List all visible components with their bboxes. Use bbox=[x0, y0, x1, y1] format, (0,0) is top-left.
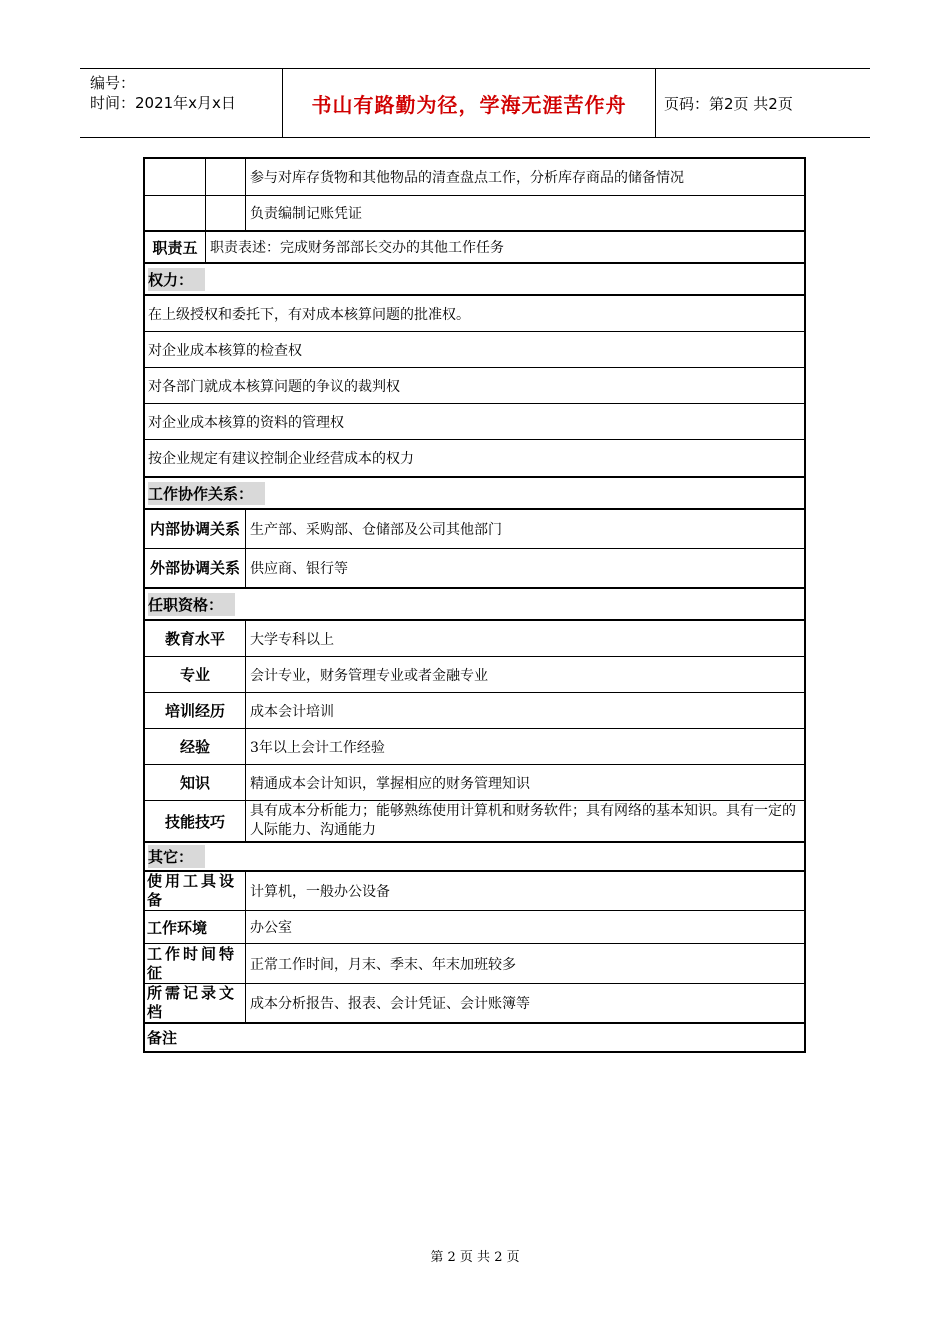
qualification-value: 3年以上会计工作经验 bbox=[250, 739, 385, 756]
other-section-header bbox=[145, 843, 804, 872]
page-header bbox=[80, 68, 870, 138]
duty-task-row bbox=[145, 196, 804, 232]
authority-text: 对企业成本核算的资料的管理权 bbox=[148, 414, 344, 431]
cooperation-title: 工作协作关系： bbox=[148, 482, 265, 505]
duty-task-text: 负责编制记账凭证 bbox=[250, 206, 362, 222]
qualification-title: 任职资格： bbox=[148, 593, 235, 616]
other-row bbox=[145, 984, 804, 1024]
header-page-number: 页码：第2页 共2页 bbox=[664, 94, 793, 113]
duty-task-text: 参与对库存货物和其他物品的清查盘点工作，分析库存商品的储备情况 bbox=[250, 170, 684, 186]
qualification-row bbox=[145, 621, 804, 657]
cooperation-value: 生产部、采购部、仓储部及公司其他部门 bbox=[250, 522, 502, 538]
cooperation-section-header bbox=[145, 478, 804, 510]
other-label: 所需记录文档 bbox=[145, 984, 246, 1022]
qualification-row bbox=[145, 657, 804, 693]
authority-text: 对企业成本核算的检查权 bbox=[148, 342, 302, 359]
other-row bbox=[145, 944, 804, 984]
other-label: 使用工具设备 bbox=[145, 872, 246, 910]
qualification-value: 会计专业，财务管理专业或者金融专业 bbox=[250, 667, 488, 684]
document-time-label: 时间：2021年x月x日 bbox=[90, 94, 236, 112]
qualification-label: 技能技巧 bbox=[145, 801, 246, 841]
other-row bbox=[145, 872, 804, 911]
remarks-row bbox=[145, 1024, 804, 1051]
other-label: 工作时间特征 bbox=[145, 944, 246, 983]
qualification-row bbox=[145, 765, 804, 801]
duty-label-cell bbox=[145, 196, 206, 230]
authority-title: 权力： bbox=[148, 268, 205, 291]
remarks-label: 备注 bbox=[147, 1029, 178, 1047]
job-description-table bbox=[143, 157, 806, 1053]
other-value: 办公室 bbox=[250, 920, 292, 936]
qualification-value: 大学专科以上 bbox=[250, 631, 334, 648]
duty-five-text: 职责表述：完成财务部部长交办的其他工作任务 bbox=[210, 240, 504, 256]
authority-text: 在上级授权和委托下，有对成本核算问题的批准权。 bbox=[148, 306, 470, 323]
cooperation-label: 外部协调关系 bbox=[145, 549, 246, 587]
page-footer: 第 2 页 共 2 页 bbox=[430, 1250, 520, 1265]
qualification-label: 培训经历 bbox=[145, 693, 246, 728]
authority-item bbox=[145, 332, 804, 368]
other-value: 成本分析报告、报表、会计凭证、会计账簿等 bbox=[250, 996, 530, 1012]
duty-sub-cell bbox=[206, 196, 246, 230]
duty-five-label: 职责五 bbox=[145, 232, 206, 262]
header-divider bbox=[655, 69, 656, 137]
authority-item bbox=[145, 296, 804, 332]
cooperation-label: 内部协调关系 bbox=[145, 510, 246, 548]
other-row bbox=[145, 911, 804, 944]
qualification-value: 成本会计培训 bbox=[250, 703, 334, 720]
other-value: 正常工作时间，月末、季末、年末加班较多 bbox=[250, 956, 516, 973]
qualification-section-header bbox=[145, 589, 804, 621]
qualification-row bbox=[145, 801, 804, 843]
cooperation-value: 供应商、银行等 bbox=[250, 561, 348, 577]
other-value: 计算机，一般办公设备 bbox=[250, 884, 390, 900]
qualification-row bbox=[145, 693, 804, 729]
qualification-label: 知识 bbox=[145, 765, 246, 800]
authority-text: 对各部门就成本核算问题的争议的裁判权 bbox=[148, 378, 400, 395]
authority-section-header bbox=[145, 264, 804, 296]
header-motto: 书山有路勤为径，学海无涯苦作舟 bbox=[311, 92, 627, 117]
authority-item bbox=[145, 440, 804, 478]
duty-sub-cell bbox=[206, 159, 246, 195]
cooperation-row bbox=[145, 510, 804, 549]
qualification-label: 专业 bbox=[145, 657, 246, 692]
duty-five-row bbox=[145, 232, 804, 264]
cooperation-row bbox=[145, 549, 804, 589]
duty-label-cell bbox=[145, 159, 206, 195]
qualification-row bbox=[145, 729, 804, 765]
document-number-label: 编号： bbox=[90, 74, 136, 92]
other-label: 工作环境 bbox=[145, 911, 246, 943]
qualification-label: 教育水平 bbox=[145, 621, 246, 656]
duty-task-row bbox=[145, 159, 804, 196]
qualification-value: 精通成本会计知识，掌握相应的财务管理知识 bbox=[250, 775, 530, 792]
qualification-value: 具有成本分析能力；能够熟练使用计算机和财务软件；具有网络的基本知识。具有一定的人际能力、沟通能力 bbox=[250, 803, 796, 838]
header-meta bbox=[90, 73, 236, 113]
other-title: 其它： bbox=[148, 845, 205, 868]
authority-item bbox=[145, 368, 804, 404]
authority-item bbox=[145, 404, 804, 440]
authority-text: 按企业规定有建议控制企业经营成本的权力 bbox=[148, 451, 414, 467]
qualification-label: 经验 bbox=[145, 729, 246, 764]
